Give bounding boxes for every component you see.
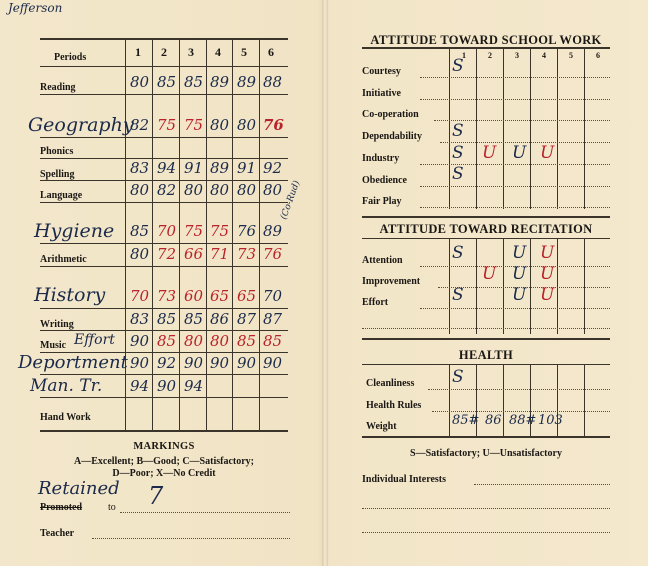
interests-line: [362, 532, 610, 533]
handwritten-subject: Man. Tr.: [30, 376, 103, 396]
grade-mark: 90: [263, 354, 283, 372]
column-divider: [503, 238, 504, 334]
column-divider: [449, 238, 450, 334]
row-line: [420, 164, 610, 165]
recitation-mark: U: [540, 243, 555, 263]
attitude-mark: S: [452, 164, 464, 184]
row-line: [420, 99, 610, 100]
grade-mark: 90: [130, 332, 150, 350]
markings-line-2: D—Poor; X—No Credit: [112, 468, 216, 479]
column-divider: [557, 238, 558, 334]
grade-mark: 91: [237, 159, 257, 177]
grade-mark: 87: [263, 310, 283, 328]
grade-mark: 90: [237, 354, 257, 372]
side-note: (Co-Rud): [279, 179, 303, 222]
retained-note: Retained: [38, 478, 120, 499]
grade-mark: 73: [157, 287, 177, 305]
attitude-mark: U: [482, 143, 497, 163]
period-number: 6: [268, 45, 274, 59]
recitation-label: Effort: [362, 297, 389, 308]
grade-mark: 80: [237, 181, 257, 199]
grade-mark: 76: [263, 116, 284, 134]
grade-mark: 88: [263, 73, 283, 91]
grade-mark: 86: [210, 310, 230, 328]
recitation-mark: U: [540, 285, 555, 305]
handwritten-subject: Hygiene: [34, 220, 115, 242]
period-number: 3: [188, 45, 194, 59]
attitude-label: Courtesy: [362, 66, 401, 77]
period-number: 4: [215, 45, 221, 59]
column-divider: [503, 364, 504, 436]
markings-title: MARKINGS: [133, 441, 195, 452]
column-divider: [476, 238, 477, 334]
row-line: [40, 94, 288, 95]
row-line: [362, 328, 610, 329]
subject-label: Language: [40, 190, 83, 201]
grade-mark: 71: [210, 245, 230, 263]
grade-mark: 75: [210, 222, 230, 240]
column-divider: [449, 364, 450, 436]
row-line: [40, 137, 288, 138]
grade-mark: 80: [130, 181, 150, 199]
subject-label: Reading: [40, 82, 76, 93]
attitude-label: Fair Play: [362, 196, 402, 207]
grade-mark: 73: [237, 245, 257, 263]
attitude-label: Initiative: [362, 88, 401, 99]
grade-mark: 90: [184, 354, 204, 372]
recitation-label: Improvement: [362, 276, 421, 287]
recitation-mark: U: [512, 285, 527, 305]
teacher-line: [92, 538, 290, 539]
promoted-line: [120, 512, 290, 513]
header-separator: [40, 66, 288, 67]
period-number: 5: [569, 51, 573, 60]
grade-mark: 85: [237, 332, 257, 350]
column-divider: [179, 38, 180, 430]
column-divider: [557, 47, 558, 209]
health-mark: S: [452, 367, 464, 387]
grade-mark: 92: [157, 354, 177, 372]
column-divider: [584, 47, 585, 209]
grade-mark: 90: [210, 354, 230, 372]
grade-mark: 76: [237, 222, 257, 240]
grade-written: 7: [148, 482, 164, 510]
attitude-mark: S: [452, 121, 464, 141]
period-number: 2: [488, 51, 492, 60]
grade-mark: 82: [130, 116, 150, 134]
health-label: Cleanliness: [366, 378, 415, 389]
table-bottom-border: [40, 430, 288, 432]
row-line: [420, 308, 610, 309]
grade-mark: 65: [237, 287, 257, 305]
grade-mark: 66: [184, 245, 204, 263]
grade-mark: 80: [263, 181, 283, 199]
grade-mark: 89: [210, 73, 230, 91]
handwritten-subject: Deportment: [18, 352, 128, 373]
subject-label: Music: [40, 340, 67, 351]
health-title: HEALTH: [458, 348, 514, 362]
column-divider: [259, 38, 260, 430]
grade-mark: 80: [237, 116, 257, 134]
column-divider: [530, 47, 531, 209]
health-label: Health Rules: [366, 400, 422, 411]
attitude-mark: S: [452, 56, 464, 76]
grade-mark: 85: [157, 73, 177, 91]
handwritten-subject: Geography: [28, 114, 134, 136]
section-border: [362, 364, 610, 365]
grade-mark: 89: [210, 159, 230, 177]
section-border: [362, 216, 610, 218]
attitude-recitation-title: ATTITUDE TOWARD RECITATION: [379, 222, 593, 236]
subject-label: Phonics: [40, 146, 74, 157]
handwritten-subject: Effort: [74, 332, 115, 348]
grade-mark: 92: [263, 159, 283, 177]
recitation-mark: U: [482, 264, 497, 284]
grade-mark: 94: [130, 377, 150, 395]
subject-label: Spelling: [40, 169, 75, 180]
row-line: [432, 411, 610, 412]
grade-mark: 89: [237, 73, 257, 91]
attitude-mark: U: [540, 143, 555, 163]
grade-mark: 75: [184, 116, 204, 134]
health-label: Weight: [366, 421, 397, 432]
weight-mark: 88#: [509, 413, 537, 428]
column-divider: [530, 238, 531, 334]
grade-mark: 82: [157, 181, 177, 199]
grade-mark: 85: [184, 73, 204, 91]
grade-mark: 80: [184, 332, 204, 350]
grade-mark: 85: [263, 332, 283, 350]
grade-mark: 80: [210, 116, 230, 134]
grade-mark: 80: [210, 181, 230, 199]
grade-mark: 80: [130, 245, 150, 263]
subject-label: Hand Work: [40, 412, 91, 423]
column-divider: [449, 47, 450, 209]
grade-mark: 90: [130, 354, 150, 372]
to-label: to: [108, 502, 116, 513]
section-border: [362, 436, 610, 438]
grade-mark: 75: [184, 222, 204, 240]
column-divider: [152, 38, 153, 430]
promoted-label: Promoted: [40, 502, 83, 513]
row-line: [420, 77, 610, 78]
sat-unsat-legend: S—Satisfactory; U—Unsatisfactory: [410, 448, 562, 459]
recitation-mark: U: [512, 243, 527, 263]
table-top-border: [40, 38, 288, 40]
attitude-label: Co-operation: [362, 109, 419, 120]
row-line: [40, 308, 288, 309]
column-divider: [584, 238, 585, 334]
attitude-mark: S: [452, 143, 464, 163]
recitation-label: Attention: [362, 255, 403, 266]
center-fold: [322, 0, 328, 566]
period-number: 4: [542, 51, 546, 60]
subject-label: Arithmetic: [40, 254, 87, 265]
handwritten-subject: History: [34, 284, 106, 306]
period-number: 5: [241, 45, 247, 59]
periods-label: Periods: [54, 52, 87, 63]
row-line: [40, 330, 288, 331]
teacher-label: Teacher: [40, 528, 75, 539]
row-line: [420, 186, 610, 187]
period-number: 2: [161, 45, 167, 59]
weight-mark: 85#: [452, 413, 480, 428]
interests-line: [362, 508, 610, 509]
period-number: 3: [515, 51, 519, 60]
section-border: [362, 47, 610, 49]
recitation-mark: U: [540, 264, 555, 284]
top-note: Jefferson: [8, 1, 63, 15]
row-line: [40, 243, 288, 244]
grade-mark: 70: [130, 287, 150, 305]
section-border: [362, 238, 610, 239]
individual-interests-label: Individual Interests: [362, 474, 447, 485]
recitation-mark: S: [452, 285, 464, 305]
grade-mark: 91: [184, 159, 204, 177]
grade-mark: 85: [130, 222, 150, 240]
grade-mark: 65: [210, 287, 230, 305]
attitude-school-title: ATTITUDE TOWARD SCHOOL WORK: [370, 33, 602, 47]
grade-mark: 85: [157, 310, 177, 328]
period-number: 1: [462, 51, 466, 60]
row-line: [40, 202, 288, 203]
grade-mark: 75: [157, 116, 177, 134]
grade-mark: 87: [237, 310, 257, 328]
grade-mark: 94: [157, 159, 177, 177]
recitation-mark: U: [512, 264, 527, 284]
grade-mark: 89: [263, 222, 283, 240]
column-divider: [206, 38, 207, 430]
attitude-label: Dependability: [362, 131, 423, 142]
grade-mark: 76: [263, 245, 283, 263]
grade-mark: 85: [184, 310, 204, 328]
interests-line: [474, 484, 610, 485]
attitude-label: Industry: [362, 153, 400, 164]
row-line: [428, 389, 610, 390]
grade-mark: 80: [184, 181, 204, 199]
period-number: 1: [135, 45, 141, 59]
grade-mark: 80: [210, 332, 230, 350]
grade-mark: 94: [184, 377, 204, 395]
recitation-mark: S: [452, 243, 464, 263]
row-line: [40, 397, 288, 398]
section-border: [362, 338, 610, 340]
row-line: [40, 374, 288, 375]
row-line: [40, 266, 288, 267]
grade-mark: 60: [184, 287, 204, 305]
column-divider: [232, 38, 233, 430]
grade-mark: 90: [157, 377, 177, 395]
row-line: [420, 207, 610, 208]
markings-line-1: A—Excellent; B—Good; C—Satisfactory;: [74, 456, 254, 467]
grade-mark: 83: [130, 310, 150, 328]
subject-label: Writing: [40, 319, 74, 330]
grade-mark: 85: [157, 332, 177, 350]
grade-mark: 80: [130, 73, 150, 91]
grade-mark: 72: [157, 245, 177, 263]
period-number: 6: [596, 51, 600, 60]
weight-mark: 86: [485, 413, 502, 428]
grade-mark: 70: [263, 287, 283, 305]
grade-mark: 83: [130, 159, 150, 177]
column-divider: [503, 47, 504, 209]
attitude-mark: U: [512, 143, 527, 163]
attitude-label: Obedience: [362, 175, 407, 186]
column-divider: [476, 47, 477, 209]
column-divider: [584, 364, 585, 436]
weight-mark: 103: [538, 413, 563, 428]
grade-mark: 70: [157, 222, 177, 240]
